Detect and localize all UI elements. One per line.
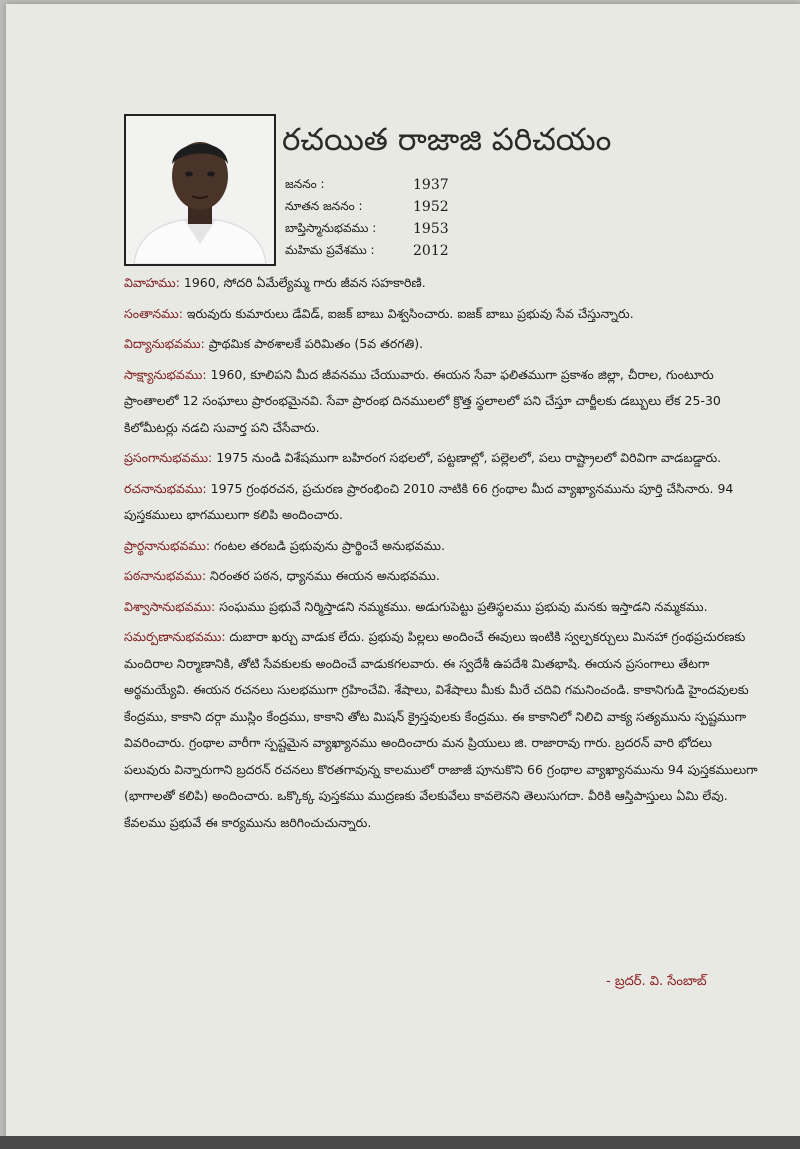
page-title: రచయిత రాజాజి పరిచయం <box>282 122 612 158</box>
paragraph-label: రచనానుభవము: <box>124 480 207 496</box>
date-value: 1952 <box>413 199 449 215</box>
date-value: 1953 <box>413 221 449 237</box>
paragraph-label: ప్రసంగానుభవము: <box>124 450 213 465</box>
paragraph-label: సంతానము: <box>124 305 183 321</box>
paragraph-label: ప్రార్థనానుభవము: <box>124 537 211 553</box>
date-value: 1937 <box>413 177 449 193</box>
author-photo <box>124 114 276 266</box>
paragraph-testimony <box>124 362 760 442</box>
paragraph-prayer <box>124 533 760 560</box>
paragraph-writing <box>124 476 760 529</box>
paragraph-reading <box>124 563 760 590</box>
paragraph-text: 1975 గ్రంథరచన, ప్రచురణ ప్రారంభించి 2010 నాటికి 66 గ్రంథాల మీద వ్యాఖ్యానమును పూర్తి చేసినారు. 94 పుస్తకములు భాగములుగా కలిపి అందించారు. <box>124 480 734 522</box>
paragraph-text: నిరంతర పఠన, ధ్యానము ఈయన అనుభవము. <box>206 568 440 583</box>
paragraph-text: ప్రాథమిక పాఠశాలకే పరిమితం (5వ తరగతి). <box>204 336 424 351</box>
date-label: బాప్తిస్మానుభవము : <box>285 220 377 235</box>
paragraph-text: గంటల తరబడి ప్రభువును ప్రార్థించే అనుభవము. <box>210 537 445 553</box>
paragraph-marriage <box>124 270 760 297</box>
signature: - బ్రదర్. వి. సేంబాబ్ <box>606 974 707 989</box>
date-row-birth <box>285 174 449 196</box>
document-page <box>6 4 800 1140</box>
paragraph-children <box>124 301 760 328</box>
paragraph-label: పఠనానుభవము: <box>124 568 207 583</box>
dates-table <box>285 174 449 262</box>
paragraph-label: విద్యానుభవము: <box>124 336 205 351</box>
paragraph-text: 1960, సోదరి ఏమేల్యేమ్మ గారు జీవన సహకారిణి. <box>179 275 426 290</box>
paragraph-text: దుబారా ఖర్చు వాడుక లేదు. ప్రభువు పిల్లలు అందించే ఈవులు ఇంటికి స్వల్పకర్చులు మినహా గ్రంథప్రచురణకు మందిరాల నిర్మాణానికి, తోటి సేవకులకు అందించే వాడుకగలవారు. ఈ స్వదేశీ ఉపదేశి మితభాషి. ఈయన ప్రసంగాలు తేటగా అర్థమయ్యేవి. ఈయన రచనలు సులభముగా గ్రహించేవి. శేషాలు, విశేషాలు మీకు మీరే చదివి గమనించండి. కాకానిగుడి హైందవులకు కేంద్రము, కాకాని దర్గా ముస్లిం కేంద్రము, కాకాని తోట మిషన్ క్రైస్తవులకు కేంద్రము. ఈ కాకానిలో నిలిచి వాక్య సత్యమును స్పష్టముగా వివరించారు. గ్రంథాల వారీగా స్పష్టమైన వ్యాఖ్యానము అందించారు మన ప్రియులు జి. రాజారావు గారు. బ్రదరన్ వారి భోదలు పలువురు విన్నారుగాని బ్రదరన్ రచనలు కొరతగావున్న కాలములో రాజాజీ పూనుకొని 66 గ్రంథాల వ్యాఖ్యానమును 94 పుస్తకములుగా (భాగాలతో కలిపి) అందించారు. ఒక్కొక్క పుస్తకము ముద్రణకు వేలకువేలు కావలెనని తెలుసుగదా. వీరికి ఆస్తిపాస్తులు ఏమి లేవు. కేవలము ప్రభువే ఈ కార్యమును జరిగించుచున్నారు. <box>124 629 758 830</box>
paragraph-label: విశ్వాసానుభవము: <box>124 598 216 614</box>
date-row-new-birth <box>285 196 449 218</box>
paragraph-dedication <box>124 624 760 836</box>
paragraph-label: సాక్ష్యానుభవము: <box>124 366 207 382</box>
date-label: నూతన జననం : <box>285 198 363 213</box>
paragraph-text: సంఘము ప్రభువే నిర్మిస్తాడని నమ్మకము. అడుగుపెట్టు ప్రతిస్థలము ప్రభువు మనకు ఇస్తాడని నమ్మకము. <box>215 598 708 614</box>
date-row-baptism <box>285 218 449 240</box>
date-label: జననం : <box>285 176 325 191</box>
date-row-glory <box>285 240 449 262</box>
paragraph-text: 1960, కూలిపని మీద జీవనము చేయువారు. ఈయన సేవా ఫలితముగా ప్రకాశం జిల్లా, చీరాల, గుంటూరు ప్రాంతాలలో 12 సంఘాలు ప్రారంభమైనవి. సేవా ప్రారంభ దినములలో క్రొత్త స్థలాలలో పని చేస్తూ చార్జీలకు డబ్బులు లేక 25-30 కిలోమీటర్లు నడచి సువార్త పని చేసేవారు. <box>124 366 721 435</box>
page-bottom-edge <box>0 1136 800 1149</box>
date-value: 2012 <box>413 243 449 259</box>
paragraph-text: 1975 నుండి విశేషముగా బహిరంగ సభలలో, పట్టణాల్లో, పల్లెలలో, పలు రాష్ట్రాలలో విరివిగా వాడబడ్డారు. <box>212 450 722 465</box>
paragraph-preaching <box>124 445 760 472</box>
paragraph-education <box>124 331 760 358</box>
paragraph-text: ఇరువురు కుమారులు డేవిడ్, ఐజక్ బాబు విశ్వసించారు. ఐజక్ బాబు ప్రభువు సేవ చేస్తున్నారు. <box>182 305 634 321</box>
date-label: మహిమ ప్రవేశము : <box>285 242 375 257</box>
paragraph-label: సమర్పణానుభవము: <box>124 629 226 644</box>
paragraph-faith <box>124 594 760 621</box>
biography-content <box>124 270 760 840</box>
paragraph-label: వివాహము: <box>124 275 180 290</box>
author-portrait-image <box>126 116 274 264</box>
